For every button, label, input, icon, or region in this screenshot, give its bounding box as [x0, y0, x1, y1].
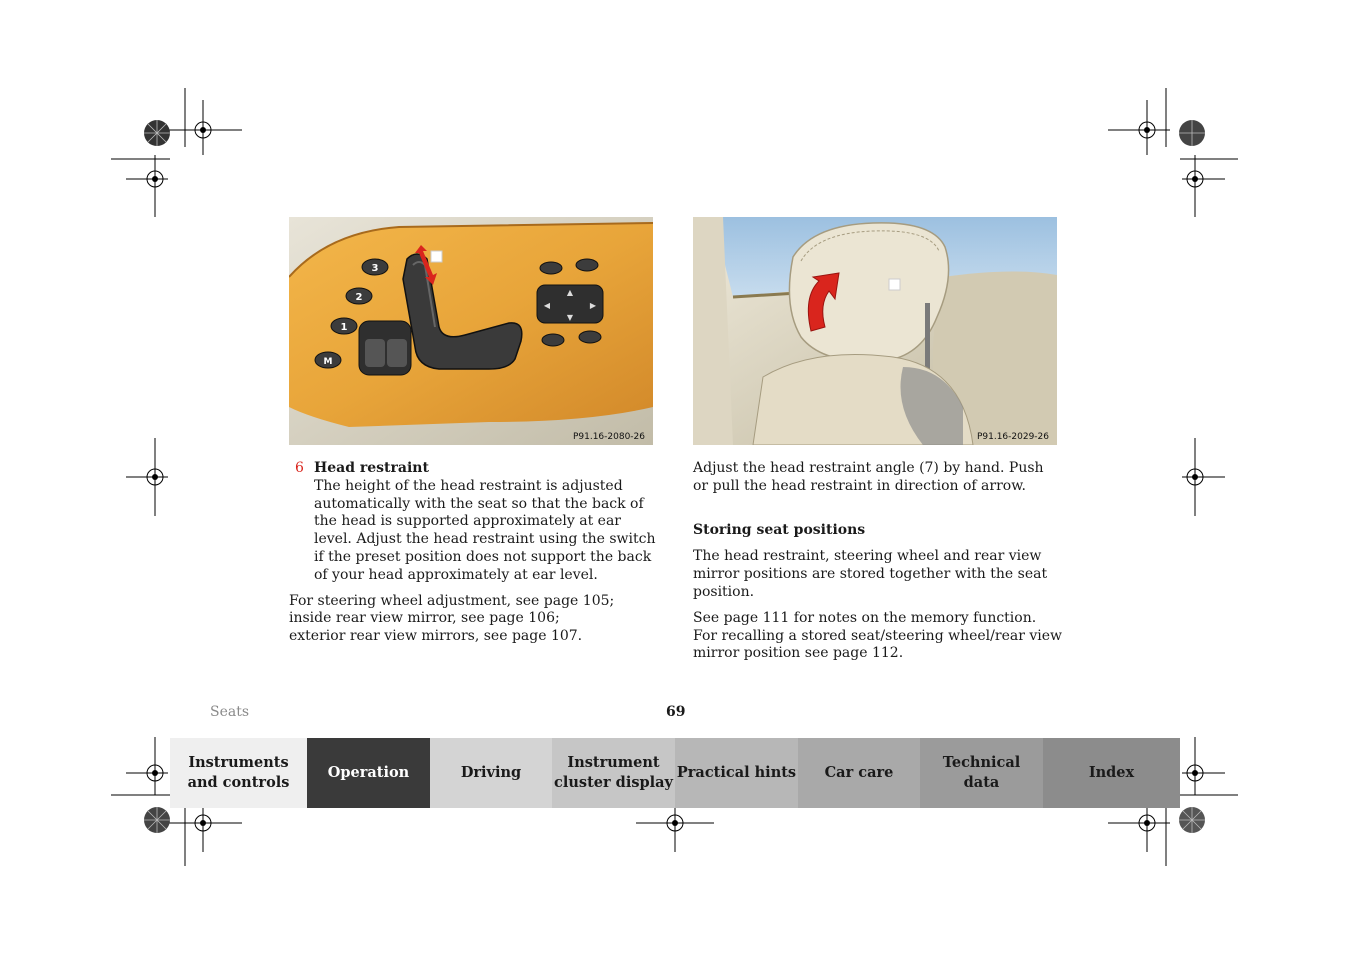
ref-exterior-mirrors: exterior rear view mirrors, see page 107. [289, 628, 583, 645]
svg-text:▶: ▶ [589, 301, 597, 310]
nav-tab-car-care[interactable]: Car care [798, 738, 920, 808]
svg-text:◀: ◀ [543, 301, 551, 310]
ref-steering-wheel: For steering wheel adjustment, see page 105; [289, 592, 615, 609]
reference-list [289, 593, 659, 646]
nav-tab-technical-data[interactable]: Technical data [920, 738, 1043, 808]
section-heading: Storing seat positions [693, 521, 866, 538]
nav-tab-index[interactable]: Index [1043, 738, 1180, 808]
seat-switch-illustration [289, 217, 653, 445]
right-column [693, 460, 1063, 663]
item-number: 6 [295, 460, 304, 476]
nav-tab-driving[interactable]: Driving [430, 738, 552, 808]
svg-text:▲: ▲ [566, 288, 574, 297]
svg-text:▼: ▼ [566, 313, 574, 322]
memory-button-2: 2 [355, 292, 363, 303]
item-title: Head restraint [314, 460, 429, 476]
head-restraint-figure [693, 217, 1057, 445]
figure-code: P91.16-2029-26 [976, 432, 1049, 442]
item-text: The height of the head restraint is adjusted automatically with the seat so that the back of the head is supported approximately at ear level. Adjust the head restraint using the switch if the preset position does not support the back of your head approximately at ear level. [314, 477, 656, 583]
page-number: 69 [666, 704, 686, 720]
nav-tab-practical-hints[interactable]: Practical hints [675, 738, 798, 808]
memory-button-3: 3 [371, 263, 379, 274]
head-restraint-item [289, 460, 659, 585]
seat-control-figure [289, 217, 653, 445]
nav-tab-instrument-cluster-display[interactable]: Instrument cluster display [552, 738, 675, 808]
nav-tab-operation[interactable]: Operation [307, 738, 430, 808]
storing-text: The head restraint, steering wheel and rear view mirror positions are stored together with the seat position. [693, 548, 1048, 600]
head-restraint-angle-text: Adjust the head restraint angle (7) by hand. Push or pull the head restraint in direction of arrow. [693, 460, 1044, 494]
left-column [289, 460, 659, 646]
memory-function-text: See page 111 for notes on the memory function. For recalling a stored seat/steering wheel/rear view mirror position see page 112. [693, 609, 1062, 662]
memory-button-m: M [323, 357, 333, 367]
nav-tab-instruments-and-controls[interactable]: Instruments and controls [170, 738, 307, 808]
ref-inside-mirror: inside rear view mirror, see page 106; [289, 610, 560, 627]
figure-code: P91.16-2080-26 [572, 432, 645, 442]
memory-button-1: 1 [340, 322, 348, 333]
footer-section-name: Seats [210, 704, 250, 720]
chapter-nav [170, 738, 1180, 808]
head-restraint-illustration [693, 217, 1057, 445]
